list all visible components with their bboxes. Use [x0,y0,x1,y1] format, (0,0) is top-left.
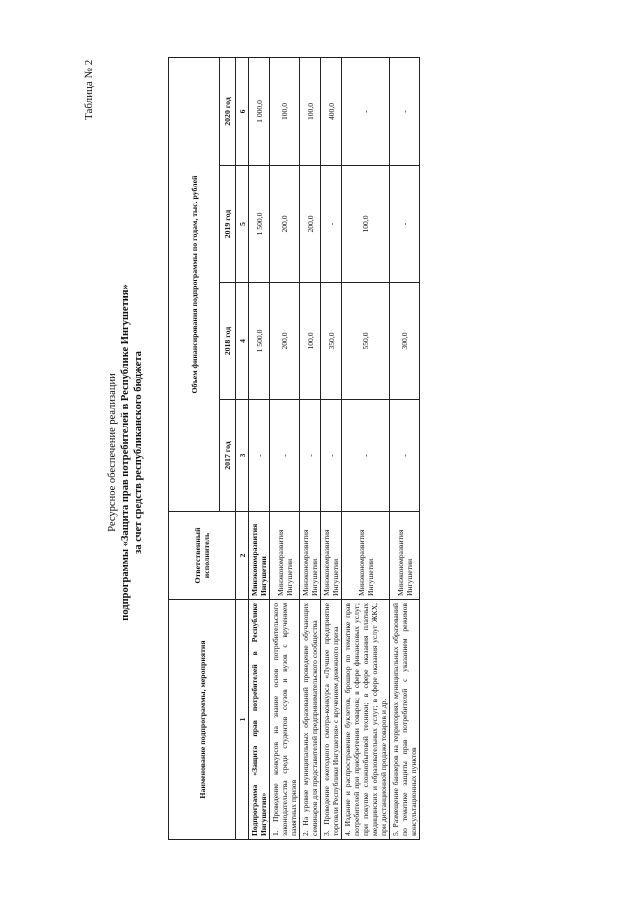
row-exec: Минэкономразвития Ингушетии [270,512,300,600]
table-row [390,57,420,839]
document-heading [106,0,145,905]
col-volume-header: Объем финансирования подпрограммы по годам, тыс. рублей [169,57,220,511]
row-value-2020: 100,0 [270,57,300,165]
heading-line-1: Ресурсное обеспечение реализации [107,373,118,532]
table-number: Таблица № 2 [83,59,95,120]
row-value-2017: - [390,400,420,512]
row-exec: Минэкономразвития Ингушетии [342,512,390,600]
row-name: 3. Проведение ежегодного смотра-конкурса «Лучшее предприятие торговли Республики Ингушетия» с вручением денежного приза [321,600,342,840]
row-value-2017: - [249,400,270,512]
heading-line-2: подпрограммы «Защита прав потребителей в Республике Ингушетия» [120,284,131,621]
row-value-2020: 100,0 [300,57,321,165]
table-row [249,57,270,839]
row-value-2018: 550,0 [342,283,390,400]
row-value-2018: 350,0 [321,283,342,400]
table-row [270,57,300,839]
column-number: 6 [236,57,249,165]
row-name: 1. Проведение конкурсов на знание основ потребительского законодательства среди студентов ссузов и вузов с вручением памятных призов [270,600,300,840]
row-value-2017: - [270,400,300,512]
header-row [169,57,220,839]
table-row [342,57,390,839]
row-value-2020: - [390,57,420,165]
column-number: 4 [236,283,249,400]
column-number: 2 [236,512,249,600]
row-name: 5. Размещение баннеров на территориях муниципальных образований по тематике защиты прав потребителей с указанием режимов консультационных пунктов [390,600,420,840]
row-value-2017: - [300,400,321,512]
row-name: Подпрограмма «Защита прав потребителей в Республике Ингушетия» [249,600,270,840]
year-header: 2020 год [220,57,236,165]
row-value-2018: 100,0 [300,283,321,400]
row-value-2019: 200,0 [300,166,321,283]
row-value-2018: 1 500,0 [249,283,270,400]
column-number: 1 [236,600,249,840]
table-row [321,57,342,839]
row-exec: Минэкономразвития Ингушетии [390,512,420,600]
row-value-2019: 200,0 [270,166,300,283]
row-value-2018: 200,0 [270,283,300,400]
row-value-2018: 300,0 [390,283,420,400]
year-header: 2018 год [220,283,236,400]
row-exec: Минэкономразвития Ингушетии [249,512,270,600]
row-value-2017: - [342,400,390,512]
heading-line-3: за счет средств республиканского бюджета [133,351,144,554]
row-value-2020: 400,0 [321,57,342,165]
row-value-2019: 1 500,0 [249,166,270,283]
row-value-2019: 100,0 [342,166,390,283]
row-value-2020: 1 000,0 [249,57,270,165]
row-name: 4. Издание и распространение буклетов, брошюр по тематике прав потребителей при приобретении товаров; в сфере финансовых услуг; при покупке сложнобытовой техники; в сфере оказания платных медицинских и образовательных услуг; в сфере оказания услуг ЖКХ, при дистанционной продаже товаров и др. [342,600,390,840]
column-number: 3 [236,400,249,512]
row-value-2019: - [321,166,342,283]
col-name-header: Наименование подпрограммы, мероприятия [169,600,236,840]
row-value-2019: - [390,166,420,283]
col-exec-header: Ответственный исполнитель [169,512,236,600]
column-number: 5 [236,166,249,283]
row-value-2020: - [342,57,390,165]
table-row [300,57,321,839]
row-value-2017: - [321,400,342,512]
resource-table [168,57,420,840]
year-header: 2017 год [220,400,236,512]
year-header: 2019 год [220,166,236,283]
row-exec: Минэкономразвития Ингушетии [321,512,342,600]
row-name: 2. На уровне муниципальных образований проведение обучающих семинаров для представителей предпринимательского сообщества [300,600,321,840]
row-exec: Минэкономразвития Ингушетии [300,512,321,600]
column-numbers-row [236,57,249,839]
